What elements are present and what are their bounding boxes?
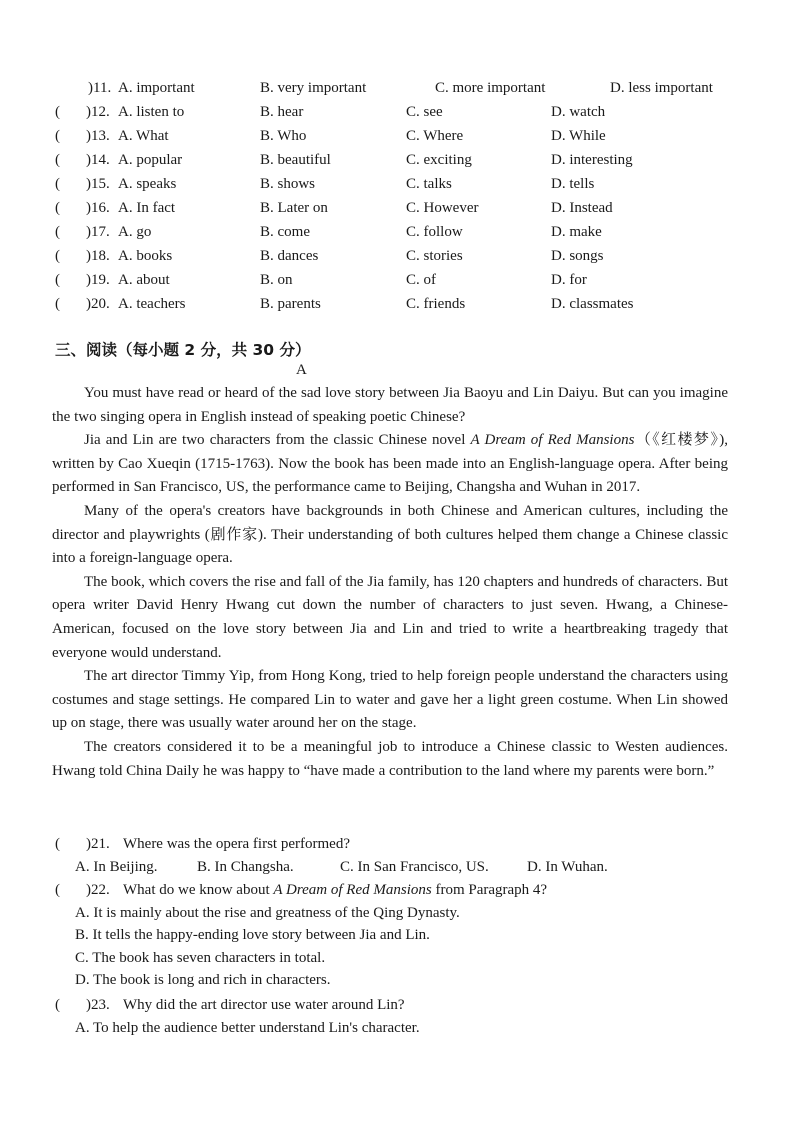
option-a[interactable]: A. important bbox=[118, 80, 195, 96]
option-b[interactable]: B. dances bbox=[260, 248, 319, 264]
answer-paren[interactable]: ( bbox=[55, 152, 60, 168]
answer-paren[interactable]: ( bbox=[55, 176, 60, 192]
answer-paren[interactable]: ( bbox=[55, 128, 60, 144]
question-number: )11. bbox=[88, 80, 112, 96]
answer-paren[interactable]: ( bbox=[55, 882, 60, 898]
option-a[interactable]: A. popular bbox=[118, 152, 183, 168]
option-d[interactable]: D. The book is long and rich in characters. bbox=[75, 972, 331, 989]
option-a[interactable]: A. What bbox=[118, 128, 169, 144]
option-c[interactable]: C. see bbox=[406, 104, 443, 120]
option-d[interactable]: D. Instead bbox=[551, 200, 613, 216]
cloze-row-11 bbox=[0, 78, 794, 102]
option-c[interactable]: C. exciting bbox=[406, 152, 472, 168]
option-a[interactable]: A. speaks bbox=[118, 176, 177, 192]
option-b[interactable]: B. In Changsha. bbox=[197, 858, 294, 875]
option-a[interactable]: A. teachers bbox=[118, 296, 186, 312]
answer-paren[interactable]: ( bbox=[55, 836, 60, 852]
option-b[interactable]: B. come bbox=[260, 224, 310, 240]
paragraph-1: You must have read or heard of the sad love story between Jia Baoyu and Lin Daiyu. But can you imagine the two singing opera in English instead of speaking poetic Chinese? bbox=[52, 385, 728, 425]
option-c[interactable]: C. follow bbox=[406, 224, 463, 240]
question-number: )13. bbox=[86, 128, 110, 144]
option-a[interactable]: A. In fact bbox=[118, 200, 176, 216]
question-text-start: What do we know about bbox=[123, 882, 274, 898]
reading-passage bbox=[52, 382, 728, 783]
option-a[interactable]: A. go bbox=[118, 224, 152, 240]
option-b[interactable]: B. on bbox=[260, 272, 293, 288]
option-c[interactable]: C. stories bbox=[406, 248, 463, 264]
question-23 bbox=[55, 994, 755, 1039]
answer-paren[interactable]: ( bbox=[55, 200, 60, 216]
option-c[interactable]: C. However bbox=[406, 200, 479, 216]
cloze-row-13 bbox=[0, 126, 794, 150]
option-c[interactable]: C. Where bbox=[406, 128, 464, 144]
question-number: )23. bbox=[86, 997, 110, 1013]
novel-title: A Dream of Red Mansions bbox=[273, 882, 432, 898]
cloze-row-15 bbox=[0, 174, 794, 198]
option-b[interactable]: B. shows bbox=[260, 176, 316, 192]
paragraph-3: Many of the opera's creators have backgrounds in both Chinese and American cultures, including the director and playwrights (剧作家). Their understanding of both cultures helped them change a Chinese classic into a foreign-language opera. bbox=[52, 502, 728, 567]
option-d[interactable]: D. less important bbox=[610, 80, 713, 96]
question-number: )14. bbox=[86, 152, 110, 168]
question-21 bbox=[55, 833, 755, 878]
option-a[interactable]: A. In Beijing. bbox=[75, 858, 158, 875]
option-d[interactable]: D. for bbox=[551, 272, 587, 288]
option-a[interactable]: A. books bbox=[118, 248, 173, 264]
question-number: )15. bbox=[86, 176, 110, 192]
option-d[interactable]: D. While bbox=[551, 128, 606, 144]
option-c[interactable]: C. of bbox=[406, 272, 436, 288]
cloze-row-17 bbox=[0, 222, 794, 246]
answer-paren[interactable]: ( bbox=[55, 104, 60, 120]
question-text-end: from Paragraph 4? bbox=[431, 882, 548, 898]
cloze-row-19 bbox=[0, 270, 794, 294]
answer-paren[interactable]: ( bbox=[55, 997, 60, 1013]
paragraph-2 bbox=[52, 429, 728, 500]
question-number: )22. bbox=[86, 882, 110, 898]
passage-label: A bbox=[296, 362, 307, 378]
question-number: )19. bbox=[86, 272, 110, 288]
paragraph-2-text-rest: （《红楼梦》), written by Cao Xueqin (1715-1763). Now the book has been made into an English-language opera. After being performed in San Francisco, US, the performance came to Beijing, Changsha and Wuhan in 2017. bbox=[52, 432, 728, 496]
question-21-options bbox=[55, 856, 755, 879]
section-title: 三、阅读（每小题 2 分，共 30 分） bbox=[55, 341, 311, 359]
paragraph-5: The art director Timmy Yip, from Hong Kong, tried to help foreign people understand the characters using costumes and stage settings. He compared Lin to water and gave her a light green costume. When Lin showed up on stage, there was usually water around her on the stage. bbox=[52, 668, 728, 732]
paragraph-4: The book, which covers the rise and fall of the Jia family, has 120 chapters and hundreds of characters. But opera writer David Henry Hwang cut down the number of characters to just seven. Hwang, a Chinese-American, focused on the love story between Jia and Lin and tried to write a heartbreaking tragedy that everyone would understand. bbox=[52, 573, 728, 661]
question-22 bbox=[55, 879, 755, 992]
cloze-row-20 bbox=[0, 294, 794, 318]
option-c[interactable]: C. The book has seven characters in total. bbox=[75, 949, 326, 966]
answer-paren[interactable]: ( bbox=[55, 272, 60, 288]
question-text: Where was the opera first performed? bbox=[123, 836, 350, 852]
option-d[interactable]: D. In Wuhan. bbox=[527, 858, 608, 875]
paragraph-2-text: Jia and Lin are two characters from the classic Chinese novel bbox=[84, 432, 471, 449]
option-b[interactable]: B. Who bbox=[260, 128, 307, 144]
option-b[interactable]: B. It tells the happy-ending love story between Jia and Lin. bbox=[75, 927, 430, 944]
option-d[interactable]: D. classmates bbox=[551, 296, 634, 312]
option-b[interactable]: B. beautiful bbox=[260, 152, 331, 168]
question-number: )17. bbox=[86, 224, 110, 240]
option-b[interactable]: B. very important bbox=[260, 80, 367, 96]
option-d[interactable]: D. make bbox=[551, 224, 602, 240]
option-b[interactable]: B. parents bbox=[260, 296, 321, 312]
option-c[interactable]: C. In San Francisco, US. bbox=[340, 858, 489, 875]
question-text bbox=[123, 879, 547, 902]
option-a[interactable]: A. about bbox=[118, 272, 170, 288]
question-text: Why did the art director use water around Lin? bbox=[123, 997, 405, 1013]
question-number: )16. bbox=[86, 200, 110, 216]
cloze-row-16 bbox=[0, 198, 794, 222]
option-d[interactable]: D. songs bbox=[551, 248, 604, 264]
option-b[interactable]: B. Later on bbox=[260, 200, 328, 216]
option-a[interactable]: A. It is mainly about the rise and greatness of the Qing Dynasty. bbox=[75, 904, 460, 921]
answer-paren[interactable]: ( bbox=[55, 224, 60, 240]
novel-title: A Dream of Red Mansions bbox=[470, 432, 635, 449]
question-number: )21. bbox=[86, 836, 110, 852]
option-d[interactable]: D. tells bbox=[551, 176, 595, 192]
option-b[interactable]: B. hear bbox=[260, 104, 304, 120]
cloze-row-12 bbox=[0, 102, 794, 126]
option-d[interactable]: D. interesting bbox=[551, 152, 633, 168]
question-number: )12. bbox=[86, 104, 110, 120]
option-a[interactable]: A. To help the audience better understand Lin's character. bbox=[75, 1019, 420, 1036]
answer-paren[interactable]: ( bbox=[55, 248, 60, 264]
option-c[interactable]: C. more important bbox=[435, 80, 546, 96]
question-number: )18. bbox=[86, 248, 110, 264]
option-c[interactable]: C. friends bbox=[406, 296, 466, 312]
paragraph-6: The creators considered it to be a meaningful job to introduce a Chinese classic to Westen audiences. Hwang told China Daily he was happy to “have made a contribution to the land where my parents were born.” bbox=[52, 738, 728, 779]
cloze-row-18 bbox=[0, 246, 794, 270]
option-a[interactable]: A. listen to bbox=[118, 104, 185, 120]
cloze-row-14 bbox=[0, 150, 794, 174]
option-d[interactable]: D. watch bbox=[551, 104, 606, 120]
question-number: )20. bbox=[86, 296, 110, 312]
option-c[interactable]: C. talks bbox=[406, 176, 452, 192]
answer-paren[interactable]: ( bbox=[55, 296, 60, 312]
